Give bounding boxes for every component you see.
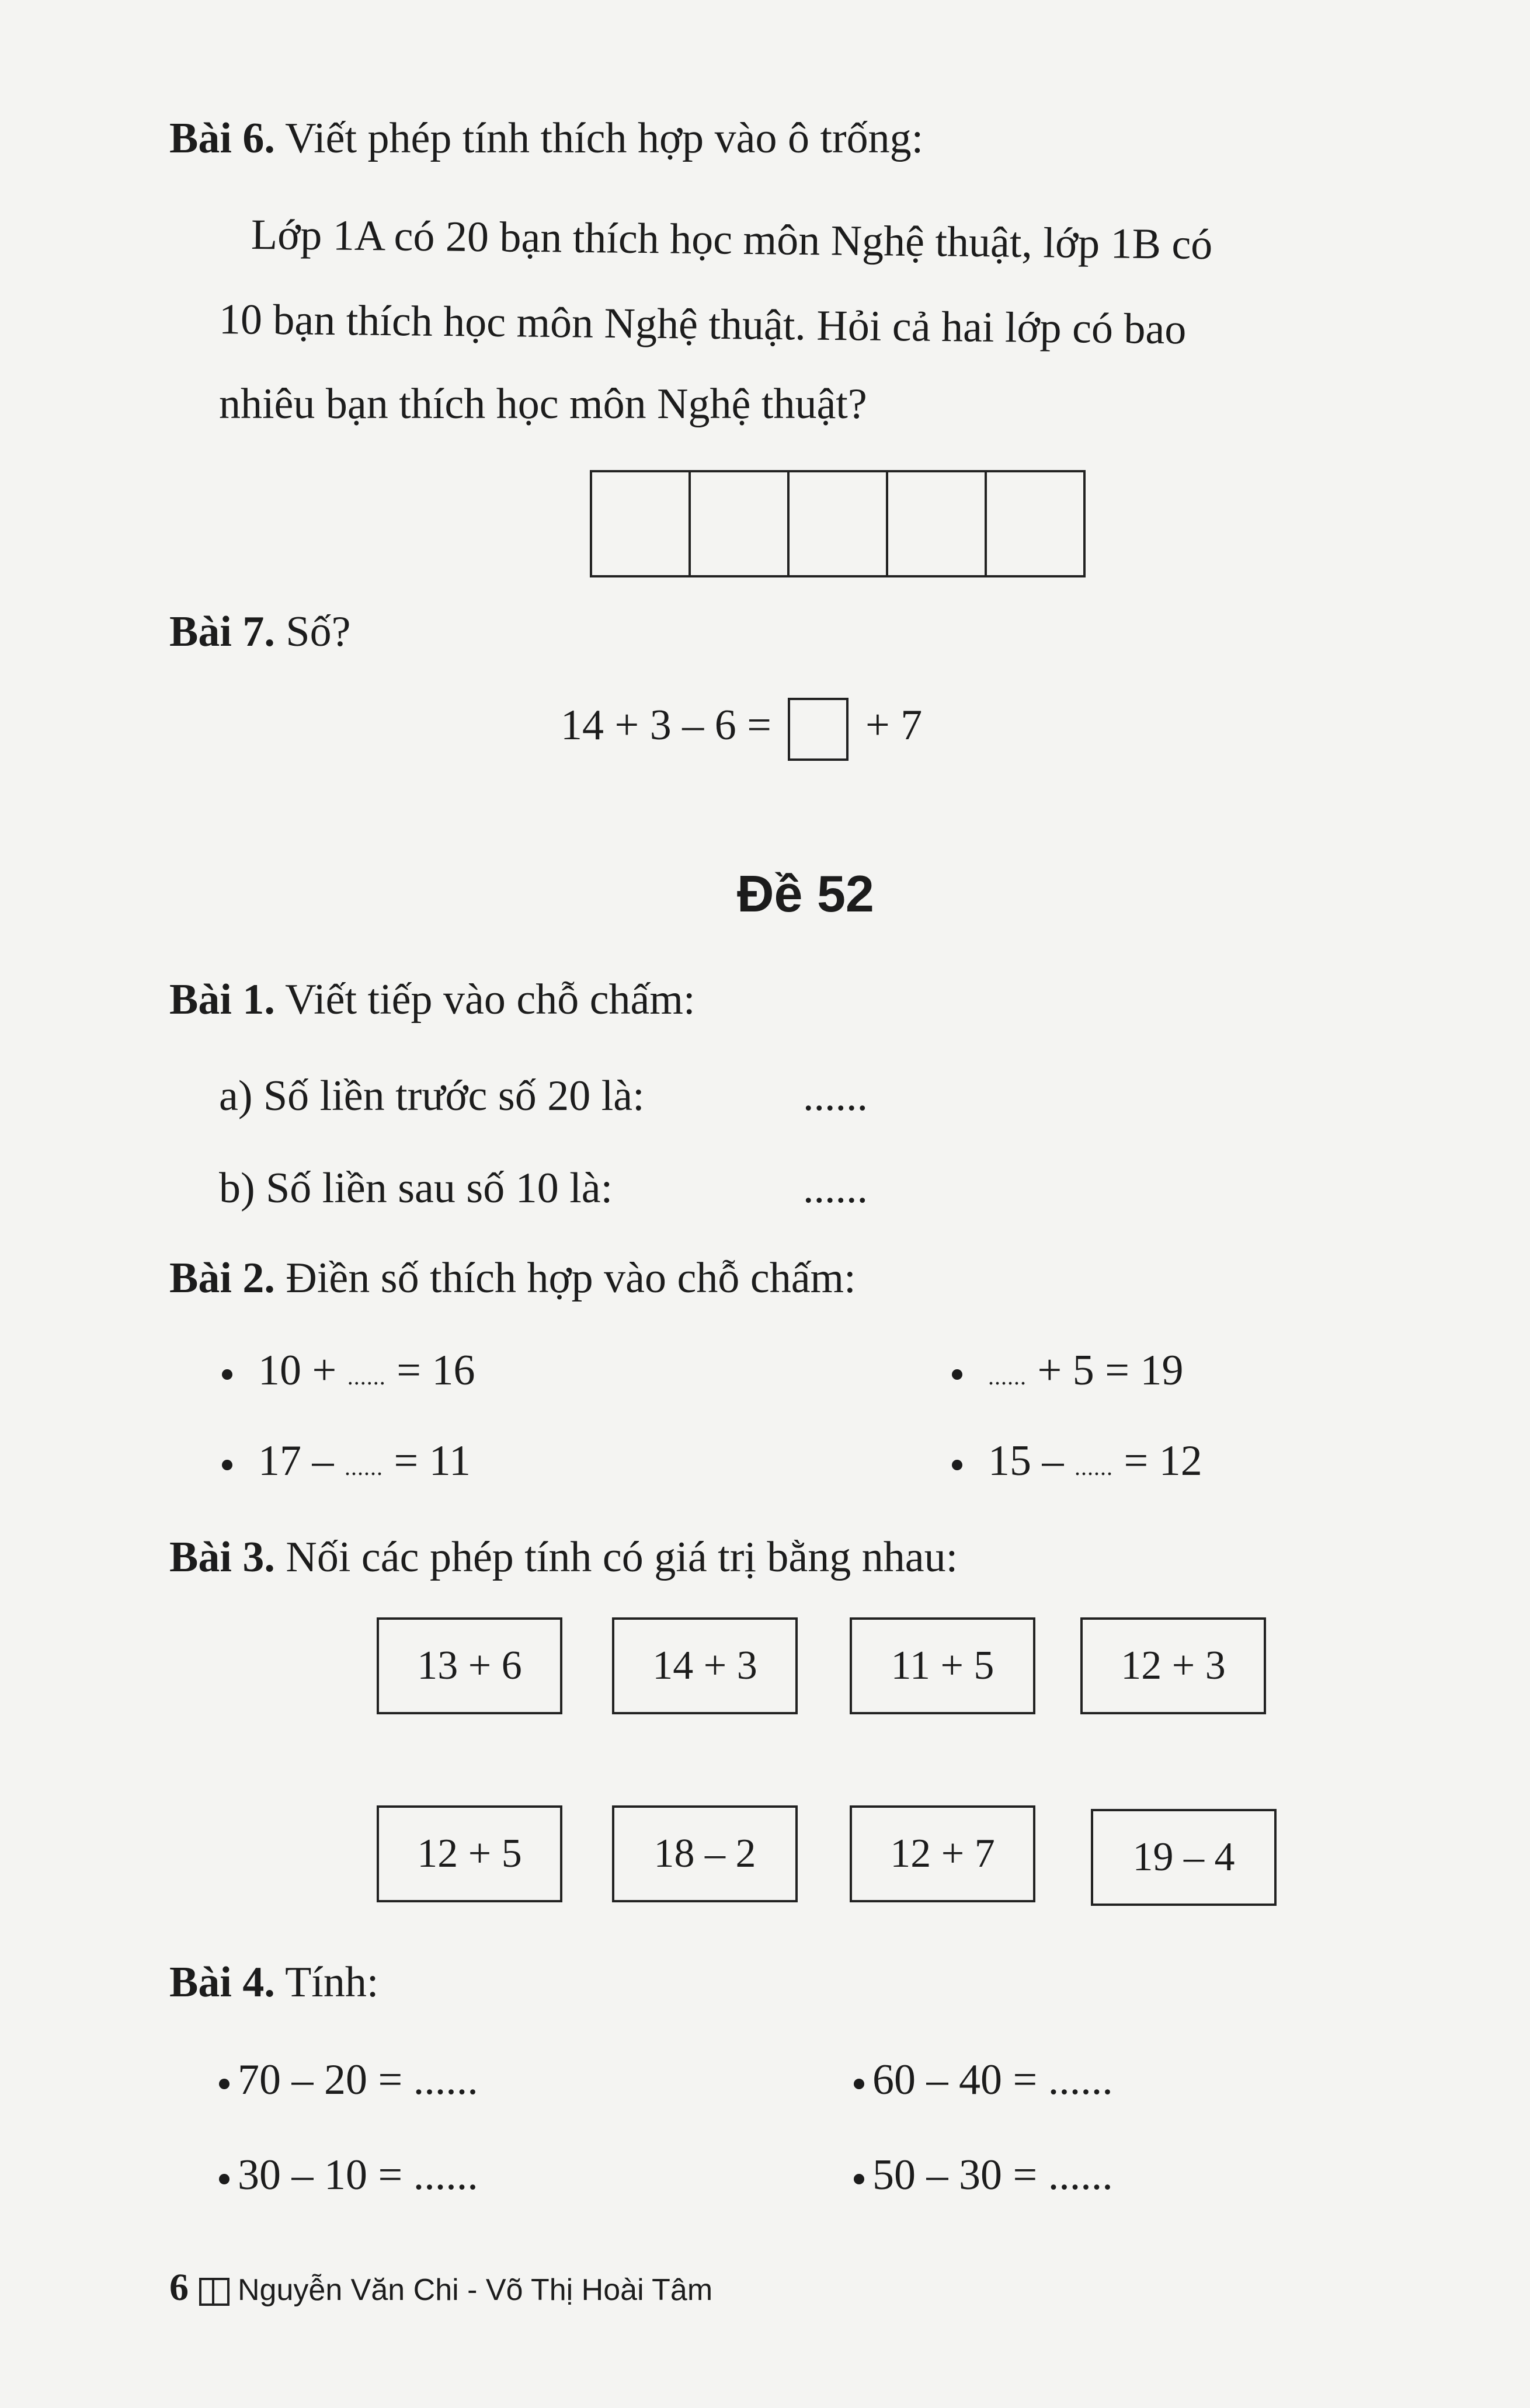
book-icon	[199, 2278, 230, 2306]
bai7-left: 14 + 3 – 6 =	[561, 701, 771, 749]
bai2-item-1-pre: 10 +	[258, 1346, 347, 1394]
bai4-item-2	[854, 2056, 1113, 2104]
card-top-1[interactable]: 13 + 6	[377, 1617, 562, 1714]
answer-box-3[interactable]	[790, 472, 888, 575]
bai6-title: Bài 6.	[169, 114, 275, 162]
bai4-item-2-text[interactable]: 60 – 40 = ......	[872, 2056, 1113, 2104]
bai2-item-3-pre: 17 –	[258, 1437, 345, 1485]
bai7-header	[169, 608, 351, 656]
bai2-item-2-post: + 5 = 19	[1027, 1346, 1184, 1394]
bai1-header	[169, 976, 696, 1024]
card-bottom-4[interactable]: 19 – 4	[1091, 1809, 1277, 1906]
bullet-dot	[952, 1460, 962, 1470]
bai4-instruction: Tính:	[285, 1958, 379, 2006]
bai4-item-4-text[interactable]: 50 – 30 = ......	[872, 2151, 1113, 2199]
bai6-instruction: Viết phép tính thích hợp vào ô trống:	[285, 114, 924, 162]
bai7-answer-box[interactable]	[788, 698, 849, 761]
bai1-instruction: Viết tiếp vào chỗ chấm:	[285, 976, 696, 1024]
bullet-dot	[854, 2079, 864, 2089]
bai7-instruction: Số?	[286, 608, 351, 656]
bai7-title: Bài 7.	[169, 608, 275, 656]
bai1-b-text: b) Số liền sau số 10 là:	[219, 1164, 613, 1212]
card-top-3[interactable]: 11 + 5	[850, 1617, 1035, 1714]
bai2-title: Bài 2.	[169, 1254, 275, 1302]
footer-authors: Nguyễn Văn Chi - Võ Thị Hoài Tâm	[238, 2273, 713, 2307]
bai2-item-3	[222, 1439, 471, 1483]
bai2-item-3-blank[interactable]: ......	[345, 1454, 383, 1480]
bai7-right: + 7	[865, 701, 923, 749]
bai2-header	[169, 1254, 856, 1302]
bai4-item-1	[219, 2056, 478, 2104]
bai2-item-1-blank[interactable]: ......	[347, 1363, 386, 1390]
bai2-item-4	[952, 1439, 1202, 1483]
bai1-a-text: a) Số liền trước số 20 là:	[219, 1072, 645, 1120]
bai2-item-2	[952, 1346, 1184, 1394]
bai4-item-3	[219, 2153, 478, 2197]
bai3-header	[169, 1533, 958, 1581]
bullet-dot	[222, 1369, 232, 1380]
bai6-line1: Lớp 1A có 20 bạn thích học môn Nghệ thuật, lớp 1B có	[251, 211, 1213, 269]
bai1-b-blank[interactable]: ......	[803, 1164, 868, 1212]
bai2-item-4-blank[interactable]: ......	[1075, 1454, 1113, 1480]
bai2-item-2-blank[interactable]: ......	[988, 1363, 1027, 1390]
bai2-item-4-pre: 15 –	[988, 1437, 1075, 1485]
bai2-item-3-post: = 11	[383, 1437, 471, 1485]
card-bottom-1[interactable]: 12 + 5	[377, 1805, 562, 1902]
page-footer	[169, 2266, 712, 2310]
bai6-header	[169, 114, 924, 162]
bai2-instruction: Điền số thích hợp vào chỗ chấm:	[286, 1254, 856, 1302]
bai1-title: Bài 1.	[169, 976, 275, 1024]
bai2-item-4-post: = 12	[1113, 1437, 1202, 1485]
bai2-item-1	[222, 1346, 475, 1394]
bai1-a-blank[interactable]: ......	[803, 1072, 868, 1120]
bullet-dot	[219, 2079, 230, 2089]
bullet-dot	[222, 1460, 232, 1470]
bullet-dot	[854, 2174, 864, 2184]
bai6-line2: 10 bạn thích học môn Nghệ thuật. Hỏi cả hai lớp có bao	[218, 295, 1187, 354]
card-top-4[interactable]: 12 + 3	[1080, 1617, 1266, 1714]
card-top-2[interactable]: 14 + 3	[612, 1617, 798, 1714]
bai4-item-1-text[interactable]: 70 – 20 = ......	[238, 2056, 478, 2104]
answer-box-5[interactable]	[987, 472, 1083, 575]
bai6-line3: nhiêu bạn thích học môn Nghệ thuật?	[219, 380, 867, 428]
bullet-dot	[952, 1369, 962, 1380]
bullet-dot	[219, 2174, 230, 2184]
page-number: 6	[169, 2266, 189, 2309]
bai4-header	[169, 1958, 379, 2006]
answer-box-1[interactable]	[592, 472, 691, 575]
bai3-instruction: Nối các phép tính có giá trị bằng nhau:	[286, 1533, 958, 1581]
bai4-title: Bài 4.	[169, 1958, 275, 2006]
bai4-item-3-text[interactable]: 30 – 10 = ......	[238, 2151, 478, 2199]
de-heading: Đề 52	[737, 865, 874, 923]
card-bottom-3[interactable]: 12 + 7	[850, 1805, 1035, 1902]
bai2-item-1-post: = 16	[385, 1346, 475, 1394]
card-bottom-2[interactable]: 18 – 2	[612, 1805, 798, 1902]
bai4-item-4	[854, 2153, 1113, 2197]
bai3-title: Bài 3.	[169, 1533, 275, 1581]
answer-box-4[interactable]	[888, 472, 987, 575]
answer-box-2[interactable]	[691, 472, 790, 575]
bai7-equation	[561, 698, 922, 761]
bai6-answer-boxes[interactable]	[590, 470, 1086, 577]
